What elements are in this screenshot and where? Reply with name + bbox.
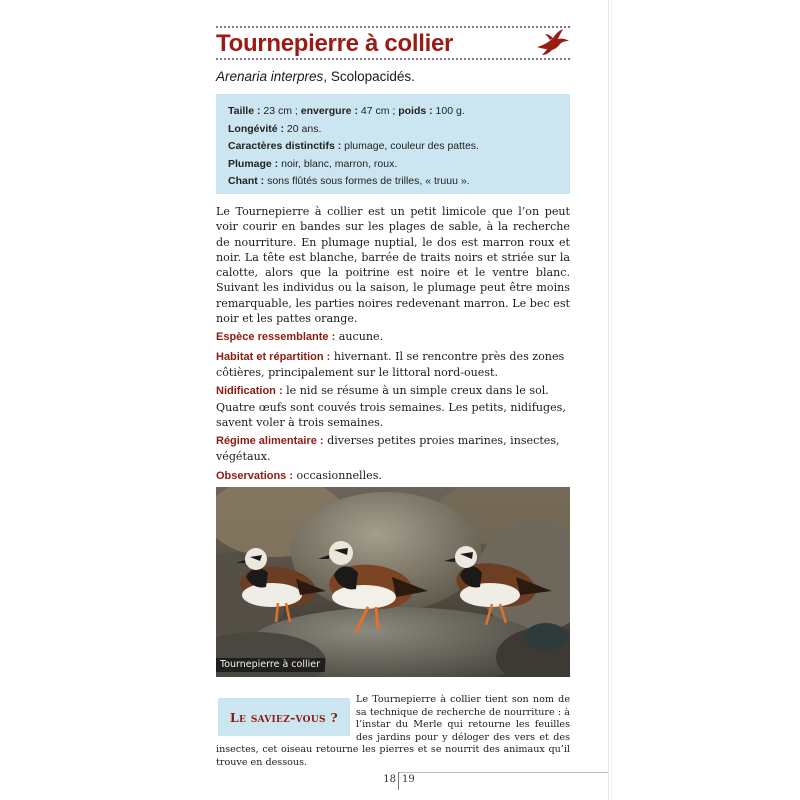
observations-entry xyxy=(216,468,570,484)
plumage-value: noir, blanc, marron, roux. xyxy=(278,157,398,170)
envergure-label: envergure : xyxy=(300,105,358,117)
did-you-know-badge: Le saviez-vous ? xyxy=(218,698,350,736)
family-name: , Scolopacidés. xyxy=(323,69,415,84)
observations-value: occasionnelles. xyxy=(293,468,382,482)
page-edge-shadow xyxy=(611,0,612,800)
species-facts-box xyxy=(216,94,570,194)
turnstone-photo-illustration xyxy=(216,487,570,677)
facts-plumage-row xyxy=(228,156,558,174)
habitat-label: Habitat et répartition : xyxy=(216,350,331,363)
envergure-value: 47 cm ; xyxy=(357,105,399,117)
species-description xyxy=(216,204,570,484)
did-you-know-text-block xyxy=(216,694,570,770)
swallow-icon xyxy=(536,28,570,56)
badge-spacer xyxy=(216,694,356,740)
page-number-separator xyxy=(398,772,399,790)
longevite-value: 20 ans. xyxy=(284,122,322,135)
taille-value: 23 cm ; xyxy=(260,105,301,117)
intro-paragraph: Le Tournepierre à collier est un petit limicole que l’on peut voir courir en bandes sur les plages de sable, à la recherche de nourriture. En plumage nuptial, le dos est marron roux et noir. La tête est blanche, barrée de traits noirs et striée sur la calotte, alors que la poitrine est noire et le ventre blanc. Suivant les individus ou la saison, le plumage peut être moins remarquable, les parties noires redevenant marron. Le bec est noir et les pattes orange. xyxy=(216,205,570,326)
poids-value: 100 g. xyxy=(432,105,465,117)
poids-label: poids : xyxy=(398,105,433,117)
facts-features-row xyxy=(228,138,558,156)
chant-value: sons flûtés sous formes de trilles, « truuu ». xyxy=(264,175,470,188)
facts-size-row xyxy=(228,103,558,121)
similar-species-entry xyxy=(216,329,570,345)
did-you-know-text: Le Tournepierre à collier tient son nom de sa technique de recherche de nourriture : à l’instar du Merle qui retourne les feuilles des jardins pour y déloger des vers et des insectes, cet oiseau retourne les pierres et se nourrit des animaux qu’il trouve en dessous. xyxy=(216,694,570,768)
facts-longevity-row xyxy=(228,121,558,139)
caracteres-label: Caractères distinctifs : xyxy=(228,140,342,153)
nesting-entry xyxy=(216,383,570,430)
espece-value: aucune. xyxy=(335,330,384,344)
caracteres-value: plumage, couleur des pattes. xyxy=(341,140,479,153)
plumage-label: Plumage : xyxy=(228,157,279,170)
espece-label: Espèce ressemblante : xyxy=(216,331,336,344)
header-bottom-rule xyxy=(216,58,570,60)
header-top-rule xyxy=(216,26,570,28)
photo-caption: Tournepierre à collier xyxy=(216,658,325,672)
page-number-right: 19 xyxy=(402,774,415,785)
nidification-value: le nid se résume à un simple creux dans le sol. Quatre œufs sont couvés trois semaines. Les petits, nidifuges, savent voler à trois semaines. xyxy=(216,384,566,429)
page-edge xyxy=(608,0,609,800)
chant-label: Chant : xyxy=(228,175,265,188)
regime-label: Régime alimentaire : xyxy=(216,435,324,448)
page-title: Tournepierre à collier xyxy=(216,30,454,57)
page-number-rule xyxy=(398,772,608,773)
habitat-entry xyxy=(216,349,570,381)
longevite-label: Longévité : xyxy=(228,122,285,135)
nidification-label: Nidification : xyxy=(216,385,283,398)
habitat-value: hivernant. Il se rencontre près des zones côtières, principalement sur le littoral nord-ouest. xyxy=(216,349,565,379)
facts-song-row xyxy=(228,173,558,191)
observations-label: Observations : xyxy=(216,469,294,482)
diet-entry xyxy=(216,433,570,465)
regime-value: diverses petites proies marines, insectes, végétaux. xyxy=(216,434,560,464)
page-number-left: 18 xyxy=(383,774,396,785)
latin-name: Arenaria interpres xyxy=(216,69,324,84)
taille-label: Taille : xyxy=(228,105,261,117)
scientific-name-line xyxy=(216,69,415,84)
bird-photo xyxy=(216,487,570,677)
